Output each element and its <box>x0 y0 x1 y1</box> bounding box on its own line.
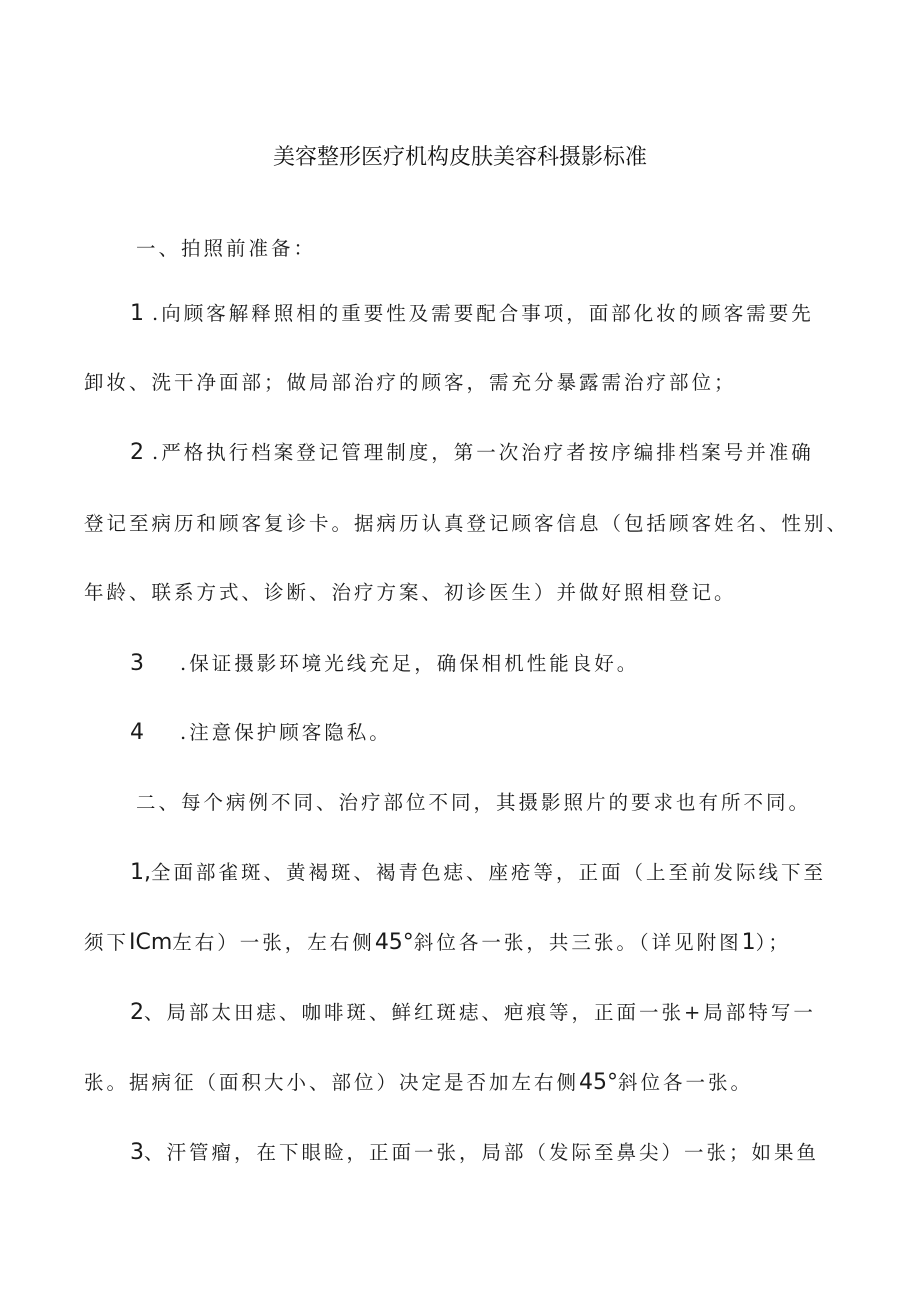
section-2-item-2-line-1 <box>130 1000 816 1026</box>
section-1-item-2-line-1 <box>130 440 814 466</box>
item-number: 3 <box>130 1140 144 1165</box>
item-text: 、汗管瘤，在下眼睑，正面一张，局部（发际至鼻尖）一张；如果鱼 <box>144 1141 820 1164</box>
text-fragment: 须下 <box>84 931 130 954</box>
section-1-item-1-line-2: 卸妆、洗干净面部；做局部治疗的顾客，需充分暴露需治疗部位； <box>84 371 737 394</box>
item-text: 全面部雀斑、黄褐斑、褐青色痣、座疮等，正面（上至前发际线下至 <box>151 861 827 884</box>
section-1-item-2-line-2: 登记至病历和顾客复诊卡。据病历认真登记顾客信息（包括顾客姓名、性别、 <box>84 512 850 535</box>
item-number: 1, <box>130 860 151 885</box>
text-fragment: 左右）一张，左右侧 <box>172 931 375 954</box>
figure-number: 1 <box>741 930 756 955</box>
item-text: .向顾客解释照相的重要性及需要配合事项，面部化妆的顾客需要先 <box>152 302 814 325</box>
section-2-item-1-line-1 <box>130 860 826 886</box>
section-1-heading: 一、拍照前准备： <box>136 237 317 260</box>
item-number: 4 <box>130 720 144 745</box>
text-fragment: ）； <box>755 931 791 954</box>
item-number: 3 <box>130 651 144 676</box>
text-fragment: 斜位各一张。 <box>618 1071 754 1094</box>
section-2-item-2-line-2 <box>84 1070 753 1096</box>
item-number: 2 <box>130 1000 144 1025</box>
item-text: .严格执行档案登记管理制度，第一次治疗者按序编排档案号并准确 <box>152 441 814 464</box>
section-1-item-3 <box>130 651 639 677</box>
section-1-item-2-line-3: 年龄、联系方式、诊断、治疗方案、初诊医生）并做好照相登记。 <box>84 581 737 604</box>
section-2-item-1-line-2 <box>84 930 791 956</box>
measurement: ICm <box>129 930 173 955</box>
section-2-heading: 二、每个病例不同、治疗部位不同，其摄影照片的要求也有所不同。 <box>136 791 812 814</box>
section-2-item-3-line-1 <box>130 1140 819 1166</box>
item-text: 、局部太田痣、咖啡斑、鲜红斑痣、疤痕等，正面一张+局部特写一 <box>144 1001 816 1024</box>
section-1-item-1-line-1 <box>130 301 814 327</box>
text-fragment: 张。据病征（面积大小、部位）决定是否加左右侧 <box>84 1071 580 1094</box>
text-fragment: 斜位各一张，共三张。（详见附图 <box>413 931 742 954</box>
item-text: .注意保护顾客隐私。 <box>180 721 392 744</box>
item-number: 1 <box>130 301 144 326</box>
document-title: 美容整形医疗机构皮肤美容科摄影标准 <box>272 145 647 170</box>
angle: 45° <box>374 930 414 955</box>
item-number: 2 <box>130 440 144 465</box>
item-text: .保证摄影环境光线充足，确保相机性能良好。 <box>180 652 640 675</box>
section-1-item-4 <box>130 720 392 746</box>
angle: 45° <box>579 1070 619 1095</box>
